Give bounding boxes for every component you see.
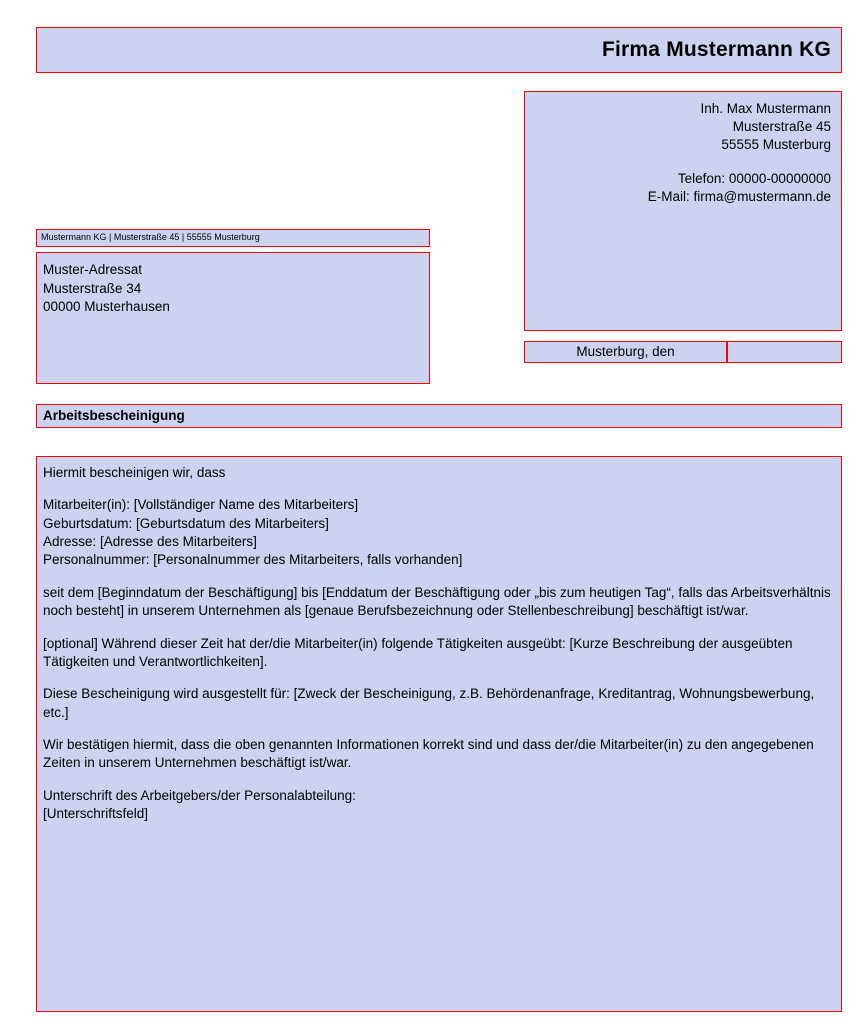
subject-text: Arbeitsbescheinigung (43, 408, 185, 423)
employee-line-name: Mitarbeiter(in): [Vollständiger Name des Mitarbeiters] (43, 497, 359, 513)
confirmation-paragraph: Wir bestätigen hiermit, dass die oben genannten Informationen korrekt sind und dass der/die Mitarbeiter(in) zu den angegebenen Zeiten in unserem Unternehmen beschäftigt ist/war. (43, 736, 814, 771)
signature-field-placeholder: [Unterschriftsfeld] (43, 806, 149, 822)
recipient-street: Musterstraße 34 (43, 280, 142, 296)
place-label: Musterburg, den (576, 344, 675, 359)
recipient-city: 00000 Musterhausen (43, 299, 170, 315)
place-label-field[interactable] (524, 341, 727, 363)
return-address-field[interactable] (36, 229, 430, 247)
signature-label: Unterschrift des Arbeitgebers/der Personalabteilung: (43, 787, 356, 803)
optional-activities-paragraph: [optional] Während dieser Zeit hat der/die Mitarbeiter(in) folgende Tätigkeiten ausgeübt: [Kurze Beschreibung der ausgeübten Tätigkeiten und Verantwortlichkeiten]. (43, 635, 793, 669)
employee-line-birthdate: Geburtsdatum: [Geburtsdatum des Mitarbeiters] (43, 515, 329, 531)
return-address-text: Mustermann KG | Musterstraße 45 | 55555 Musterburg (41, 232, 260, 242)
subject-field[interactable] (36, 404, 842, 428)
sender-spacer (525, 155, 831, 170)
employee-line-address: Adresse: [Adresse des Mitarbeiters] (43, 534, 257, 550)
recipient-name: Muster-Adressat (43, 262, 143, 277)
body-text-field[interactable] (36, 456, 842, 1012)
sender-email: E-Mail: firma@mustermann.de (647, 188, 831, 204)
recipient-address-field[interactable] (36, 252, 430, 384)
employee-details (43, 496, 831, 569)
purpose-paragraph: Diese Bescheinigung wird ausgestellt für: [Zweck der Bescheinigung, z.B. Behördenanfrage, Kreditantrag, Wohnungsbewerbung, etc.] (43, 686, 815, 720)
body-intro: Hiermit bescheinigen wir, dass (43, 465, 226, 480)
sender-phone: Telefon: 00000-00000000 (677, 170, 831, 186)
company-header-field[interactable] (36, 27, 842, 73)
signature-paragraph (43, 787, 831, 824)
sender-street: Musterstraße 45 (732, 119, 831, 135)
sender-info-field[interactable] (524, 91, 842, 331)
sender-city: 55555 Musterburg (721, 137, 831, 153)
employment-period-paragraph: seit dem [Beginndatum der Beschäftigung] bis [Enddatum der Beschäftigung oder „bis zum heutigen Tag“, falls das Arbeitsverhältnis noch besteht] in unserem Unternehmen als [genaue Berufsbezeichnung oder Stellenbeschreibung] beschäftigt ist/war. (43, 584, 831, 619)
date-input-field[interactable] (727, 341, 842, 363)
sender-owner: Inh. Max Mustermann (700, 101, 831, 116)
company-title: Firma Mustermann KG (601, 38, 831, 61)
employee-line-personnel-number: Personalnummer: [Personalnummer des Mitarbeiters, falls vorhanden] (43, 552, 463, 568)
